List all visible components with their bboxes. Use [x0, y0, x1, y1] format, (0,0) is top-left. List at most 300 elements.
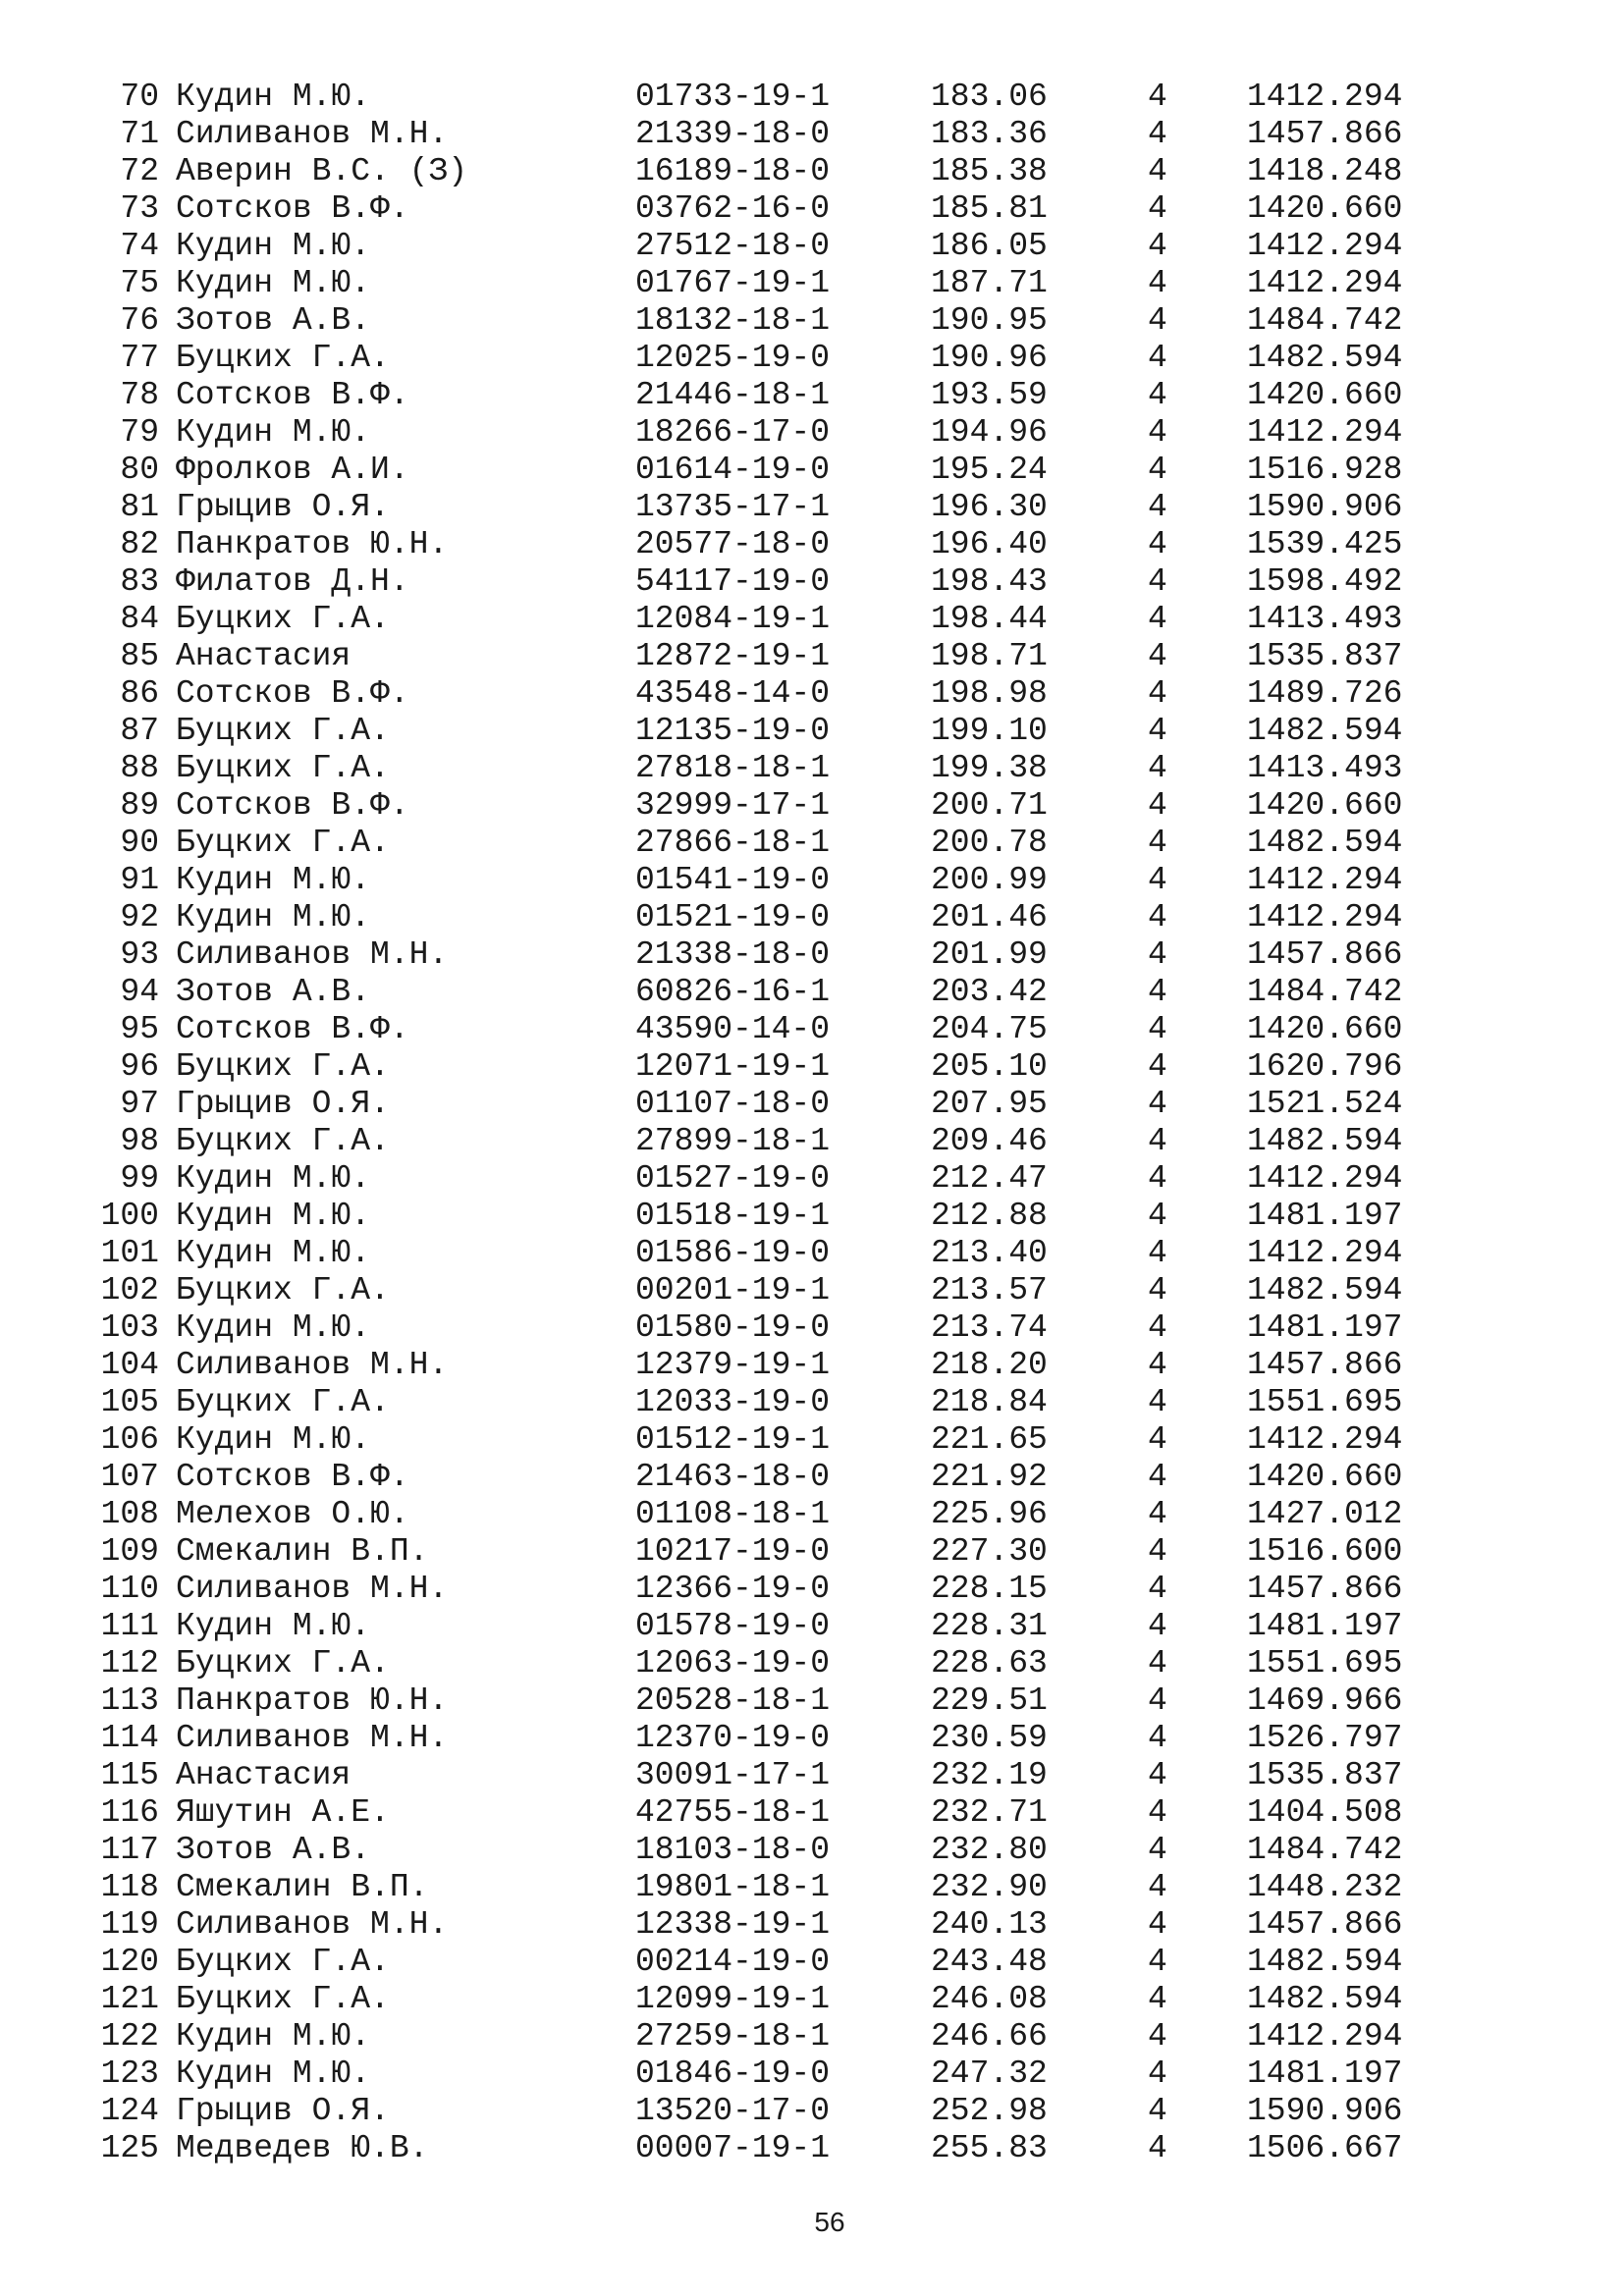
row-value: 198.44	[931, 601, 1048, 637]
row-total: 1482.594	[1247, 1944, 1403, 1980]
table-row	[0, 414, 1624, 452]
row-name: Кудин М.Ю.	[176, 2018, 371, 2055]
row-name: Буцких Г.А.	[176, 1645, 390, 1682]
row-code: 01586-19-0	[635, 1235, 831, 1271]
row-group: 4	[1148, 1123, 1167, 1159]
row-group: 4	[1148, 1720, 1167, 1756]
row-total: 1535.837	[1247, 1757, 1403, 1793]
row-value: 186.05	[931, 228, 1048, 264]
row-code: 21339-18-0	[635, 116, 831, 152]
row-code: 30091-17-1	[635, 1757, 831, 1793]
table-row	[0, 526, 1624, 563]
row-name: Фролков А.И.	[176, 452, 409, 488]
row-total: 1481.197	[1247, 1198, 1403, 1234]
row-value: 205.10	[931, 1048, 1048, 1085]
row-code: 18266-17-0	[635, 414, 831, 451]
row-code: 01767-19-1	[635, 265, 831, 301]
table-row	[0, 1720, 1624, 1757]
table-row	[0, 1832, 1624, 1869]
row-code: 00201-19-1	[635, 1272, 831, 1308]
table-row	[0, 899, 1624, 936]
row-total: 1551.695	[1247, 1645, 1403, 1682]
row-name: Грыцив О.Я.	[176, 1086, 390, 1122]
row-name: Силиванов М.Н.	[176, 1571, 449, 1607]
row-group: 4	[1148, 489, 1167, 525]
row-number: 70	[120, 79, 159, 115]
row-number: 97	[120, 1086, 159, 1122]
table-row	[0, 1048, 1624, 1086]
row-number: 93	[120, 936, 159, 973]
row-code: 42755-18-1	[635, 1794, 831, 1831]
row-total: 1412.294	[1247, 1160, 1403, 1197]
table-row	[0, 1682, 1624, 1720]
table-row	[0, 489, 1624, 526]
row-code: 00007-19-1	[635, 2130, 831, 2166]
row-value: 200.78	[931, 825, 1048, 861]
row-group: 4	[1148, 563, 1167, 600]
row-total: 1482.594	[1247, 1981, 1403, 2017]
row-code: 01578-19-0	[635, 1608, 831, 1644]
table-row	[0, 1869, 1624, 1906]
row-value: 203.42	[931, 974, 1048, 1010]
row-code: 01541-19-0	[635, 862, 831, 898]
row-total: 1457.866	[1247, 1347, 1403, 1383]
table-row	[0, 1384, 1624, 1421]
table-row	[0, 1272, 1624, 1309]
row-name: Медведев Ю.В.	[176, 2130, 429, 2166]
row-total: 1412.294	[1247, 265, 1403, 301]
row-name: Грыцив О.Я.	[176, 489, 390, 525]
row-code: 16189-18-0	[635, 153, 831, 189]
row-value: 232.19	[931, 1757, 1048, 1793]
row-total: 1413.493	[1247, 750, 1403, 786]
row-total: 1413.493	[1247, 601, 1403, 637]
table-row	[0, 563, 1624, 601]
table-row	[0, 1571, 1624, 1608]
row-code: 32999-17-1	[635, 787, 831, 824]
row-total: 1516.600	[1247, 1533, 1403, 1570]
row-value: 199.38	[931, 750, 1048, 786]
row-group: 4	[1148, 340, 1167, 376]
row-name: Кудин М.Ю.	[176, 414, 371, 451]
row-number: 96	[120, 1048, 159, 1085]
row-group: 4	[1148, 1235, 1167, 1271]
row-number: 108	[100, 1496, 159, 1532]
row-group: 4	[1148, 974, 1167, 1010]
row-group: 4	[1148, 750, 1167, 786]
row-name: Сотсков В.Ф.	[176, 1011, 409, 1047]
row-number: 117	[100, 1832, 159, 1868]
table-row	[0, 190, 1624, 228]
table-row	[0, 974, 1624, 1011]
row-value: 194.96	[931, 414, 1048, 451]
row-total: 1620.796	[1247, 1048, 1403, 1085]
row-value: 230.59	[931, 1720, 1048, 1756]
table-row	[0, 638, 1624, 675]
row-value: 183.06	[931, 79, 1048, 115]
row-number: 121	[100, 1981, 159, 2017]
row-value: 228.15	[931, 1571, 1048, 1607]
table-row	[0, 1981, 1624, 2018]
row-number: 72	[120, 153, 159, 189]
row-code: 27259-18-1	[635, 2018, 831, 2055]
row-number: 100	[100, 1198, 159, 1234]
row-group: 4	[1148, 1533, 1167, 1570]
row-value: 209.46	[931, 1123, 1048, 1159]
row-group: 4	[1148, 1421, 1167, 1458]
row-name: Грыцив О.Я.	[176, 2093, 390, 2129]
row-code: 43590-14-0	[635, 1011, 831, 1047]
row-name: Яшутин А.Е.	[176, 1794, 390, 1831]
row-number: 74	[120, 228, 159, 264]
row-group: 4	[1148, 1682, 1167, 1719]
row-number: 98	[120, 1123, 159, 1159]
row-value: 190.95	[931, 302, 1048, 339]
row-number: 101	[100, 1235, 159, 1271]
row-code: 12379-19-1	[635, 1347, 831, 1383]
row-code: 12370-19-0	[635, 1720, 831, 1756]
row-total: 1516.928	[1247, 452, 1403, 488]
row-group: 4	[1148, 787, 1167, 824]
row-number: 90	[120, 825, 159, 861]
row-name: Сотсков В.Ф.	[176, 787, 409, 824]
row-name: Буцких Г.А.	[176, 825, 390, 861]
row-group: 4	[1148, 1011, 1167, 1047]
row-total: 1482.594	[1247, 1123, 1403, 1159]
row-value: 198.98	[931, 675, 1048, 712]
row-number: 118	[100, 1869, 159, 1905]
table-row	[0, 1794, 1624, 1832]
row-total: 1590.906	[1247, 489, 1403, 525]
row-code: 12071-19-1	[635, 1048, 831, 1085]
row-group: 4	[1148, 228, 1167, 264]
row-value: 185.38	[931, 153, 1048, 189]
table-row	[0, 1198, 1624, 1235]
row-total: 1484.742	[1247, 974, 1403, 1010]
row-name: Буцких Г.А.	[176, 1944, 390, 1980]
row-total: 1420.660	[1247, 1011, 1403, 1047]
row-total: 1481.197	[1247, 2056, 1403, 2092]
table-row	[0, 1011, 1624, 1048]
row-number: 102	[100, 1272, 159, 1308]
row-value: 196.30	[931, 489, 1048, 525]
row-group: 4	[1148, 713, 1167, 749]
row-total: 1418.248	[1247, 153, 1403, 189]
row-number: 110	[100, 1571, 159, 1607]
row-number: 94	[120, 974, 159, 1010]
row-number: 106	[100, 1421, 159, 1458]
table-row	[0, 1608, 1624, 1645]
row-code: 21463-18-0	[635, 1459, 831, 1495]
row-number: 91	[120, 862, 159, 898]
row-value: 218.20	[931, 1347, 1048, 1383]
row-code: 60826-16-1	[635, 974, 831, 1010]
row-total: 1526.797	[1247, 1720, 1403, 1756]
table-row	[0, 936, 1624, 974]
row-name: Аверин В.С. (З)	[176, 153, 468, 189]
row-name: Кудин М.Ю.	[176, 265, 371, 301]
row-number: 83	[120, 563, 159, 600]
row-group: 4	[1148, 116, 1167, 152]
row-number: 75	[120, 265, 159, 301]
row-number: 124	[100, 2093, 159, 2129]
table-row	[0, 601, 1624, 638]
table-row	[0, 2093, 1624, 2130]
row-name: Буцких Г.А.	[176, 1981, 390, 2017]
row-group: 4	[1148, 2093, 1167, 2129]
row-total: 1481.197	[1247, 1309, 1403, 1346]
row-code: 43548-14-0	[635, 675, 831, 712]
row-code: 27512-18-0	[635, 228, 831, 264]
row-code: 12033-19-0	[635, 1384, 831, 1420]
row-value: 232.90	[931, 1869, 1048, 1905]
row-number: 81	[120, 489, 159, 525]
row-group: 4	[1148, 899, 1167, 935]
row-total: 1521.524	[1247, 1086, 1403, 1122]
row-group: 4	[1148, 1757, 1167, 1793]
row-group: 4	[1148, 526, 1167, 562]
row-code: 01512-19-1	[635, 1421, 831, 1458]
row-name: Силиванов М.Н.	[176, 116, 449, 152]
row-code: 12338-19-1	[635, 1906, 831, 1943]
row-code: 13735-17-1	[635, 489, 831, 525]
row-group: 4	[1148, 1981, 1167, 2017]
row-total: 1457.866	[1247, 116, 1403, 152]
row-number: 86	[120, 675, 159, 712]
row-group: 4	[1148, 1384, 1167, 1420]
row-name: Буцких Г.А.	[176, 340, 390, 376]
table-row	[0, 153, 1624, 190]
page-number: 56	[814, 2207, 845, 2237]
row-name: Буцких Г.А.	[176, 713, 390, 749]
row-number: 116	[100, 1794, 159, 1831]
row-value: 200.71	[931, 787, 1048, 824]
row-value: 183.36	[931, 116, 1048, 152]
row-name: Буцких Г.А.	[176, 1272, 390, 1308]
row-group: 4	[1148, 153, 1167, 189]
row-name: Кудин М.Ю.	[176, 2056, 371, 2092]
row-total: 1404.508	[1247, 1794, 1403, 1831]
table-row	[0, 1086, 1624, 1123]
row-code: 01846-19-0	[635, 2056, 831, 2092]
row-code: 12084-19-1	[635, 601, 831, 637]
row-total: 1489.726	[1247, 675, 1403, 712]
row-value: 227.30	[931, 1533, 1048, 1570]
table-row	[0, 1757, 1624, 1794]
table-row	[0, 1645, 1624, 1682]
row-number: 88	[120, 750, 159, 786]
table-row	[0, 825, 1624, 862]
row-total: 1551.695	[1247, 1384, 1403, 1420]
row-total: 1457.866	[1247, 1906, 1403, 1943]
row-total: 1420.660	[1247, 1459, 1403, 1495]
row-name: Зотов А.В.	[176, 974, 371, 1010]
row-total: 1412.294	[1247, 79, 1403, 115]
row-group: 4	[1148, 1086, 1167, 1122]
row-value: 243.48	[931, 1944, 1048, 1980]
row-value: 198.71	[931, 638, 1048, 674]
row-name: Сотсков В.Ф.	[176, 377, 409, 413]
row-name: Буцких Г.А.	[176, 601, 390, 637]
row-number: 125	[100, 2130, 159, 2166]
row-code: 21446-18-1	[635, 377, 831, 413]
row-name: Буцких Г.А.	[176, 1123, 390, 1159]
row-name: Силиванов М.Н.	[176, 1906, 449, 1943]
row-value: 213.74	[931, 1309, 1048, 1346]
results-table	[0, 79, 1624, 2167]
row-total: 1412.294	[1247, 1421, 1403, 1458]
row-number: 120	[100, 1944, 159, 1980]
row-group: 4	[1148, 1198, 1167, 1234]
table-row	[0, 340, 1624, 377]
row-name: Сотсков В.Ф.	[176, 675, 409, 712]
row-code: 01518-19-1	[635, 1198, 831, 1234]
row-value: 229.51	[931, 1682, 1048, 1719]
row-code: 01108-18-1	[635, 1496, 831, 1532]
row-group: 4	[1148, 1309, 1167, 1346]
row-name: Зотов А.В.	[176, 1832, 371, 1868]
table-row	[0, 302, 1624, 340]
row-code: 27866-18-1	[635, 825, 831, 861]
row-value: 228.31	[931, 1608, 1048, 1644]
row-total: 1412.294	[1247, 1235, 1403, 1271]
row-code: 12872-19-1	[635, 638, 831, 674]
row-group: 4	[1148, 825, 1167, 861]
row-code: 10217-19-0	[635, 1533, 831, 1570]
row-value: 246.66	[931, 2018, 1048, 2055]
row-value: 201.46	[931, 899, 1048, 935]
table-row	[0, 1906, 1624, 1944]
table-row	[0, 2018, 1624, 2056]
table-row	[0, 2056, 1624, 2093]
row-value: 212.47	[931, 1160, 1048, 1197]
row-code: 01107-18-0	[635, 1086, 831, 1122]
row-total: 1412.294	[1247, 2018, 1403, 2055]
row-group: 4	[1148, 936, 1167, 973]
row-code: 21338-18-0	[635, 936, 831, 973]
row-group: 4	[1148, 1608, 1167, 1644]
row-group: 4	[1148, 377, 1167, 413]
row-value: 228.63	[931, 1645, 1048, 1682]
table-row	[0, 1235, 1624, 1272]
row-number: 92	[120, 899, 159, 935]
row-code: 12366-19-0	[635, 1571, 831, 1607]
row-group: 4	[1148, 414, 1167, 451]
table-row	[0, 1347, 1624, 1384]
row-code: 19801-18-1	[635, 1869, 831, 1905]
row-name: Филатов Д.Н.	[176, 563, 409, 600]
row-code: 12063-19-0	[635, 1645, 831, 1682]
row-value: 196.40	[931, 526, 1048, 562]
row-value: 195.24	[931, 452, 1048, 488]
row-name: Буцких Г.А.	[176, 1384, 390, 1420]
row-total: 1448.232	[1247, 1869, 1403, 1905]
row-value: 193.59	[931, 377, 1048, 413]
table-row	[0, 1944, 1624, 1981]
row-name: Силиванов М.Н.	[176, 1720, 449, 1756]
table-row	[0, 1421, 1624, 1459]
row-name: Панкратов Ю.Н.	[176, 1682, 449, 1719]
row-name: Силиванов М.Н.	[176, 936, 449, 973]
row-value: 200.99	[931, 862, 1048, 898]
row-total: 1484.742	[1247, 1832, 1403, 1868]
row-total: 1539.425	[1247, 526, 1403, 562]
table-row	[0, 79, 1624, 116]
row-value: 247.32	[931, 2056, 1048, 2092]
row-name: Силиванов М.Н.	[176, 1347, 449, 1383]
row-value: 225.96	[931, 1496, 1048, 1532]
row-name: Сотсков В.Ф.	[176, 1459, 409, 1495]
table-row	[0, 1160, 1624, 1198]
row-code: 12025-19-0	[635, 340, 831, 376]
row-code: 54117-19-0	[635, 563, 831, 600]
row-total: 1412.294	[1247, 899, 1403, 935]
row-number: 111	[100, 1608, 159, 1644]
row-number: 85	[120, 638, 159, 674]
table-row	[0, 452, 1624, 489]
row-number: 73	[120, 190, 159, 227]
row-value: 199.10	[931, 713, 1048, 749]
row-value: 201.99	[931, 936, 1048, 973]
row-total: 1590.906	[1247, 2093, 1403, 2129]
row-total: 1420.660	[1247, 787, 1403, 824]
row-code: 20577-18-0	[635, 526, 831, 562]
row-value: 198.43	[931, 563, 1048, 600]
row-total: 1469.966	[1247, 1682, 1403, 1719]
table-row	[0, 787, 1624, 825]
row-group: 4	[1148, 1496, 1167, 1532]
table-row	[0, 377, 1624, 414]
row-group: 4	[1148, 1272, 1167, 1308]
row-value: 221.92	[931, 1459, 1048, 1495]
table-row	[0, 2130, 1624, 2167]
row-total: 1457.866	[1247, 1571, 1403, 1607]
row-group: 4	[1148, 1459, 1167, 1495]
table-row	[0, 116, 1624, 153]
row-group: 4	[1148, 862, 1167, 898]
row-value: 213.57	[931, 1272, 1048, 1308]
table-row	[0, 713, 1624, 750]
row-total: 1482.594	[1247, 1272, 1403, 1308]
row-group: 4	[1148, 190, 1167, 227]
row-group: 4	[1148, 1906, 1167, 1943]
row-group: 4	[1148, 2056, 1167, 2092]
row-total: 1598.492	[1247, 563, 1403, 600]
row-number: 76	[120, 302, 159, 339]
row-group: 4	[1148, 79, 1167, 115]
row-number: 105	[100, 1384, 159, 1420]
row-number: 103	[100, 1309, 159, 1346]
row-code: 01733-19-1	[635, 79, 831, 115]
row-value: 187.71	[931, 265, 1048, 301]
row-total: 1420.660	[1247, 377, 1403, 413]
row-name: Сотсков В.Ф.	[176, 190, 409, 227]
row-total: 1482.594	[1247, 713, 1403, 749]
row-group: 4	[1148, 1347, 1167, 1383]
row-number: 113	[100, 1682, 159, 1719]
row-name: Панкратов Ю.Н.	[176, 526, 449, 562]
row-number: 115	[100, 1757, 159, 1793]
row-number: 99	[120, 1160, 159, 1197]
row-group: 4	[1148, 2018, 1167, 2055]
table-row	[0, 265, 1624, 302]
row-group: 4	[1148, 452, 1167, 488]
row-group: 4	[1148, 1794, 1167, 1831]
row-total: 1457.866	[1247, 936, 1403, 973]
row-group: 4	[1148, 1869, 1167, 1905]
row-name: Кудин М.Ю.	[176, 862, 371, 898]
row-number: 95	[120, 1011, 159, 1047]
